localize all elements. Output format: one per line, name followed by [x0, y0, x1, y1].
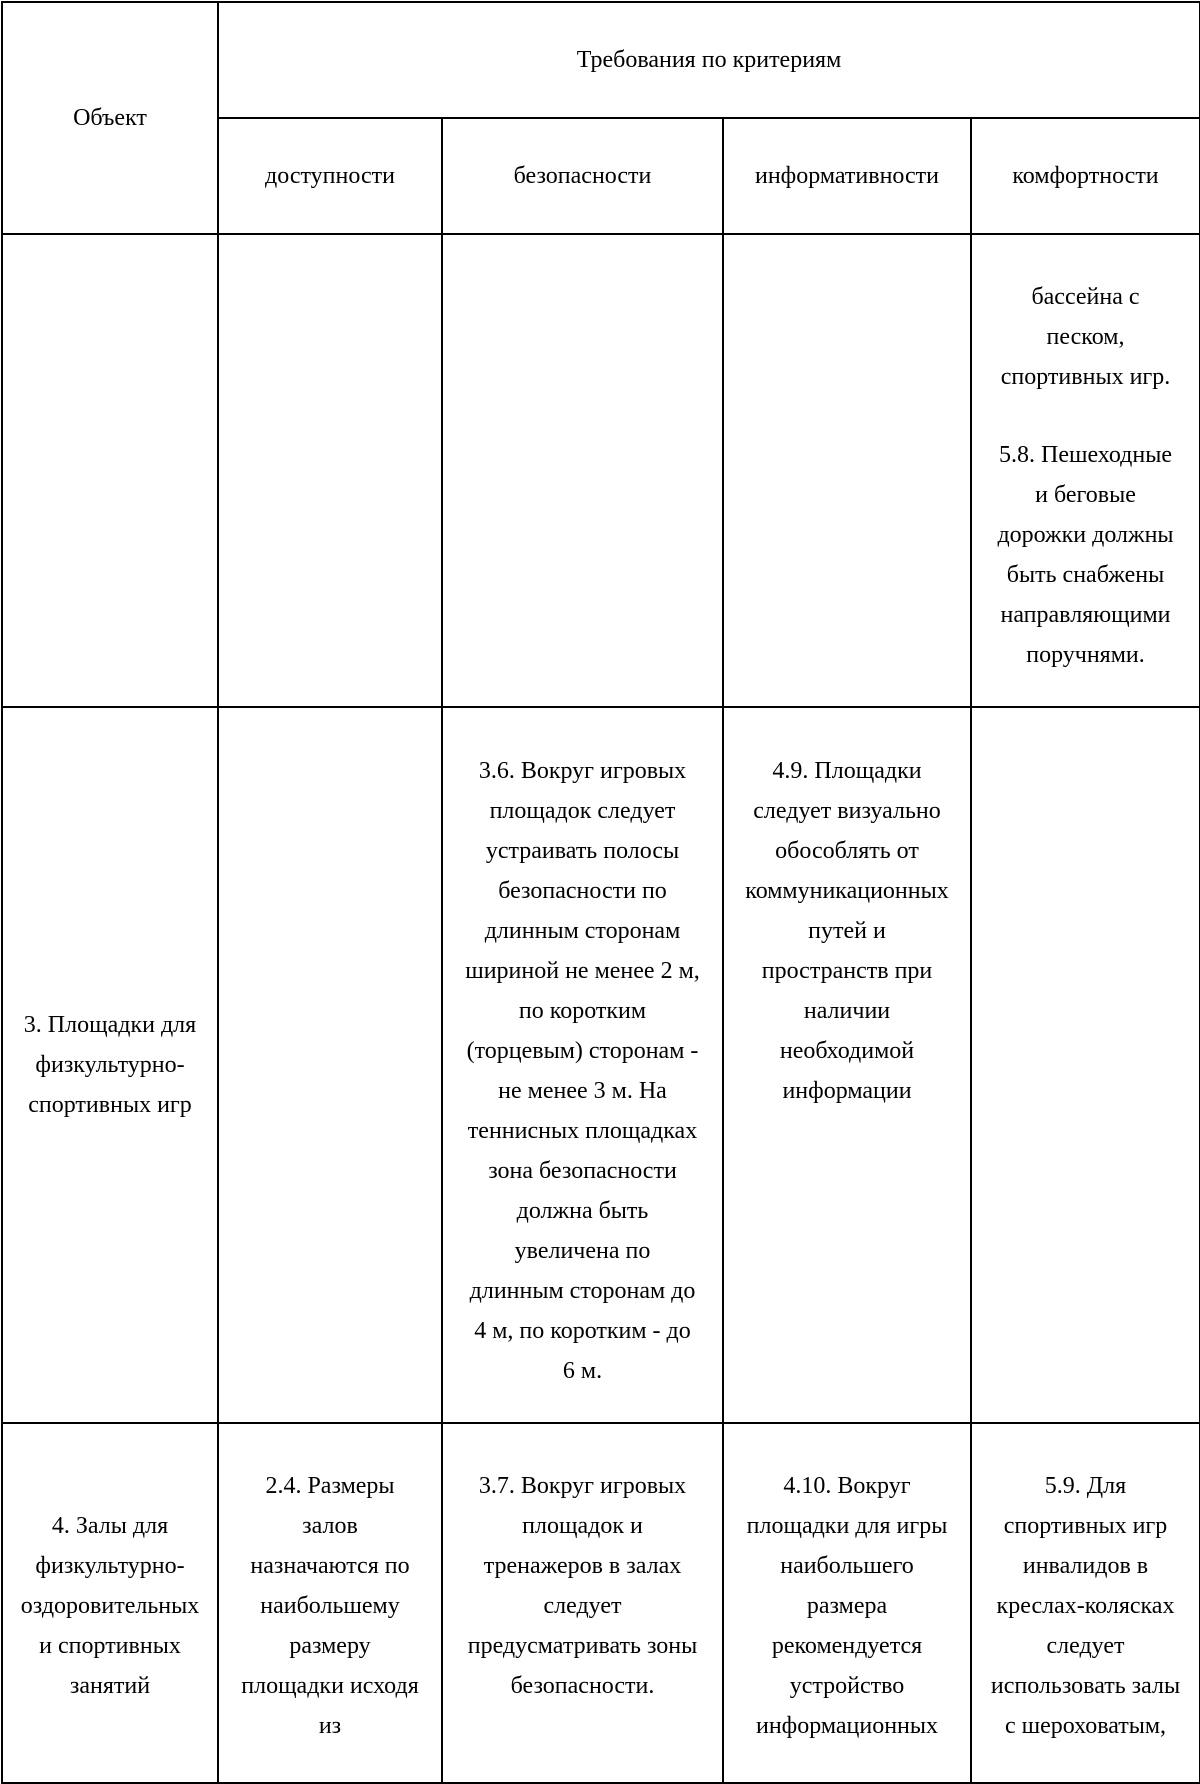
row-3-informativeness — [723, 1423, 971, 1783]
table-row — [2, 1423, 1200, 1783]
row-2-accessibility — [218, 707, 442, 1423]
col-header-informativeness-label: информативности — [754, 163, 940, 189]
col-header-safety — [442, 118, 723, 234]
row-2-object — [2, 707, 218, 1423]
object-header: Объект — [73, 105, 147, 131]
col-header-comfort-label: комфортности — [1012, 163, 1159, 189]
row-3-object — [2, 1423, 218, 1783]
criteria-header: Требования по критериям — [576, 47, 842, 73]
row-1-comfort-para-2: 5.8. Пешеходные и беговые дорожки должны быть снабжены направляющими поручнями. — [997, 442, 1174, 668]
object-header-cell — [2, 2, 218, 234]
requirements-table — [1, 1, 1200, 1784]
col-header-informativeness — [723, 118, 971, 234]
col-header-safety-label: безопасности — [513, 163, 652, 189]
col-header-accessibility — [218, 118, 442, 234]
row-3-comfort-text: 5.9. Для спортивных игр инвалидов в креслах-колясках следует использовать залы с шероховатым, — [990, 1473, 1181, 1739]
row-3-accessibility-text: 2.4. Размеры залов назначаются по наибольшему размеру площадки исходя из — [241, 1473, 419, 1739]
row-2-informativeness — [723, 707, 971, 1423]
row-1-comfort — [971, 234, 1200, 707]
row-3-object-text: 4. Залы для физкультурно- оздоровительных и спортивных занятий — [20, 1513, 200, 1699]
row-1-safety — [442, 234, 723, 707]
row-2-object-text: 3. Площадки для физкультурно- спортивных игр — [23, 1012, 197, 1118]
table-row — [2, 707, 1200, 1423]
paragraph-gap — [972, 397, 1199, 435]
row-1-informativeness — [723, 234, 971, 707]
col-header-accessibility-label: доступности — [265, 163, 395, 189]
row-2-comfort — [971, 707, 1200, 1423]
row-3-safety-text: 3.7. Вокруг игровых площадок и тренажеров в залах следует предусматривать зоны безопасности. — [467, 1473, 698, 1699]
row-2-safety-text: 3.6. Вокруг игровых площадок следует устраивать полосы безопасности по длинным сторонам шириной не менее 2 м, по коротким (торцевым) сторонам - не менее 3 м. На теннисных площадках зона безопасности должна быть увеличена по длинным сторонам до 4 м, по коротким - до 6 м. — [465, 758, 700, 1384]
row-1-object — [2, 234, 218, 707]
row-3-informativeness-text: 4.10. Вокруг площадки для игры наибольшего размера рекомендуется устройство информационных — [746, 1473, 948, 1739]
row-3-accessibility — [218, 1423, 442, 1783]
table-row — [2, 234, 1200, 707]
header-row-criteria — [2, 2, 1200, 118]
row-1-comfort-para-1: бассейна с песком, спортивных игр. — [1000, 284, 1171, 390]
row-1-accessibility — [218, 234, 442, 707]
row-3-comfort — [971, 1423, 1200, 1783]
row-3-safety — [442, 1423, 723, 1783]
criteria-header-cell — [218, 2, 1200, 118]
row-2-informativeness-text: 4.9. Площадки следует визуально обособлять от коммуникационных путей и пространств при наличии необходимой информации — [745, 758, 949, 1104]
row-2-safety — [442, 707, 723, 1423]
col-header-comfort — [971, 118, 1200, 234]
